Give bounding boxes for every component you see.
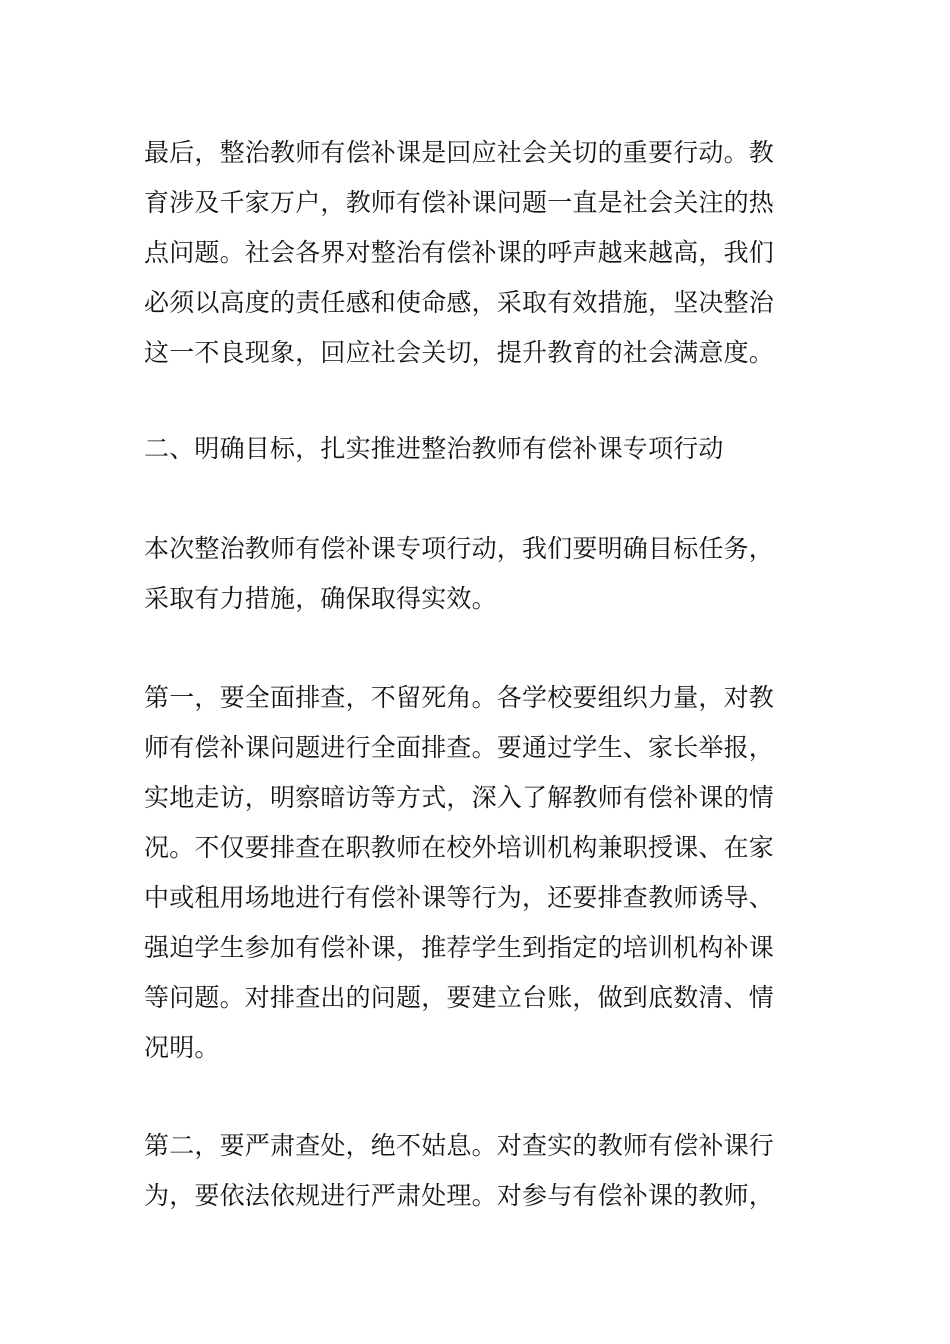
paragraph-line: 强迫学生参加有偿补课，推荐学生到指定的培训机构补课	[144, 933, 775, 962]
paragraph-first-point	[144, 673, 808, 1073]
section-heading	[144, 424, 808, 474]
paragraph-line: 中或租用场地进行有偿补课等行为，还要排查教师诱导、	[144, 883, 775, 912]
paragraph-line: 况明。	[144, 1033, 220, 1062]
paragraph-line: 点问题。社会各界对整治有偿补课的呼声越来越高，我们	[144, 238, 775, 267]
paragraph-line: 本次整治教师有偿补课专项行动，我们要明确目标任务，	[144, 534, 775, 563]
paragraph-line: 第二，要严肃查处，绝不姑息。对查实的教师有偿补课行	[144, 1131, 775, 1160]
paragraph-line: 为，要依法依规进行严肃处理。对参与有偿补课的教师，	[144, 1181, 775, 1210]
paragraph-line: 等问题。对排查出的问题，要建立台账，做到底数清、情	[144, 983, 775, 1012]
paragraph-second-point	[144, 1121, 808, 1221]
paragraph-line: 况。不仅要排查在职教师在校外培训机构兼职授课、在家	[144, 833, 775, 862]
paragraph-line: 育涉及千家万户，教师有偿补课问题一直是社会关注的热	[144, 188, 775, 217]
paragraph-closing-point	[144, 128, 808, 378]
heading-line: 二、明确目标，扎实推进整治教师有偿补课专项行动	[144, 434, 724, 463]
paragraph-line: 这一不良现象，回应社会关切，提升教育的社会满意度。	[144, 338, 775, 367]
paragraph-line: 最后，整治教师有偿补课是回应社会关切的重要行动。教	[144, 138, 775, 167]
paragraph-line: 实地走访，明察暗访等方式，深入了解教师有偿补课的情	[144, 783, 775, 812]
paragraph-line: 师有偿补课问题进行全面排查。要通过学生、家长举报，	[144, 733, 775, 762]
paragraph-line: 第一，要全面排查，不留死角。各学校要组织力量，对教	[144, 683, 775, 712]
paragraph-section-intro	[144, 524, 808, 624]
paragraph-line: 采取有力措施，确保取得实效。	[144, 584, 497, 613]
paragraph-line: 必须以高度的责任感和使命感，采取有效措施，坚决整治	[144, 288, 775, 317]
